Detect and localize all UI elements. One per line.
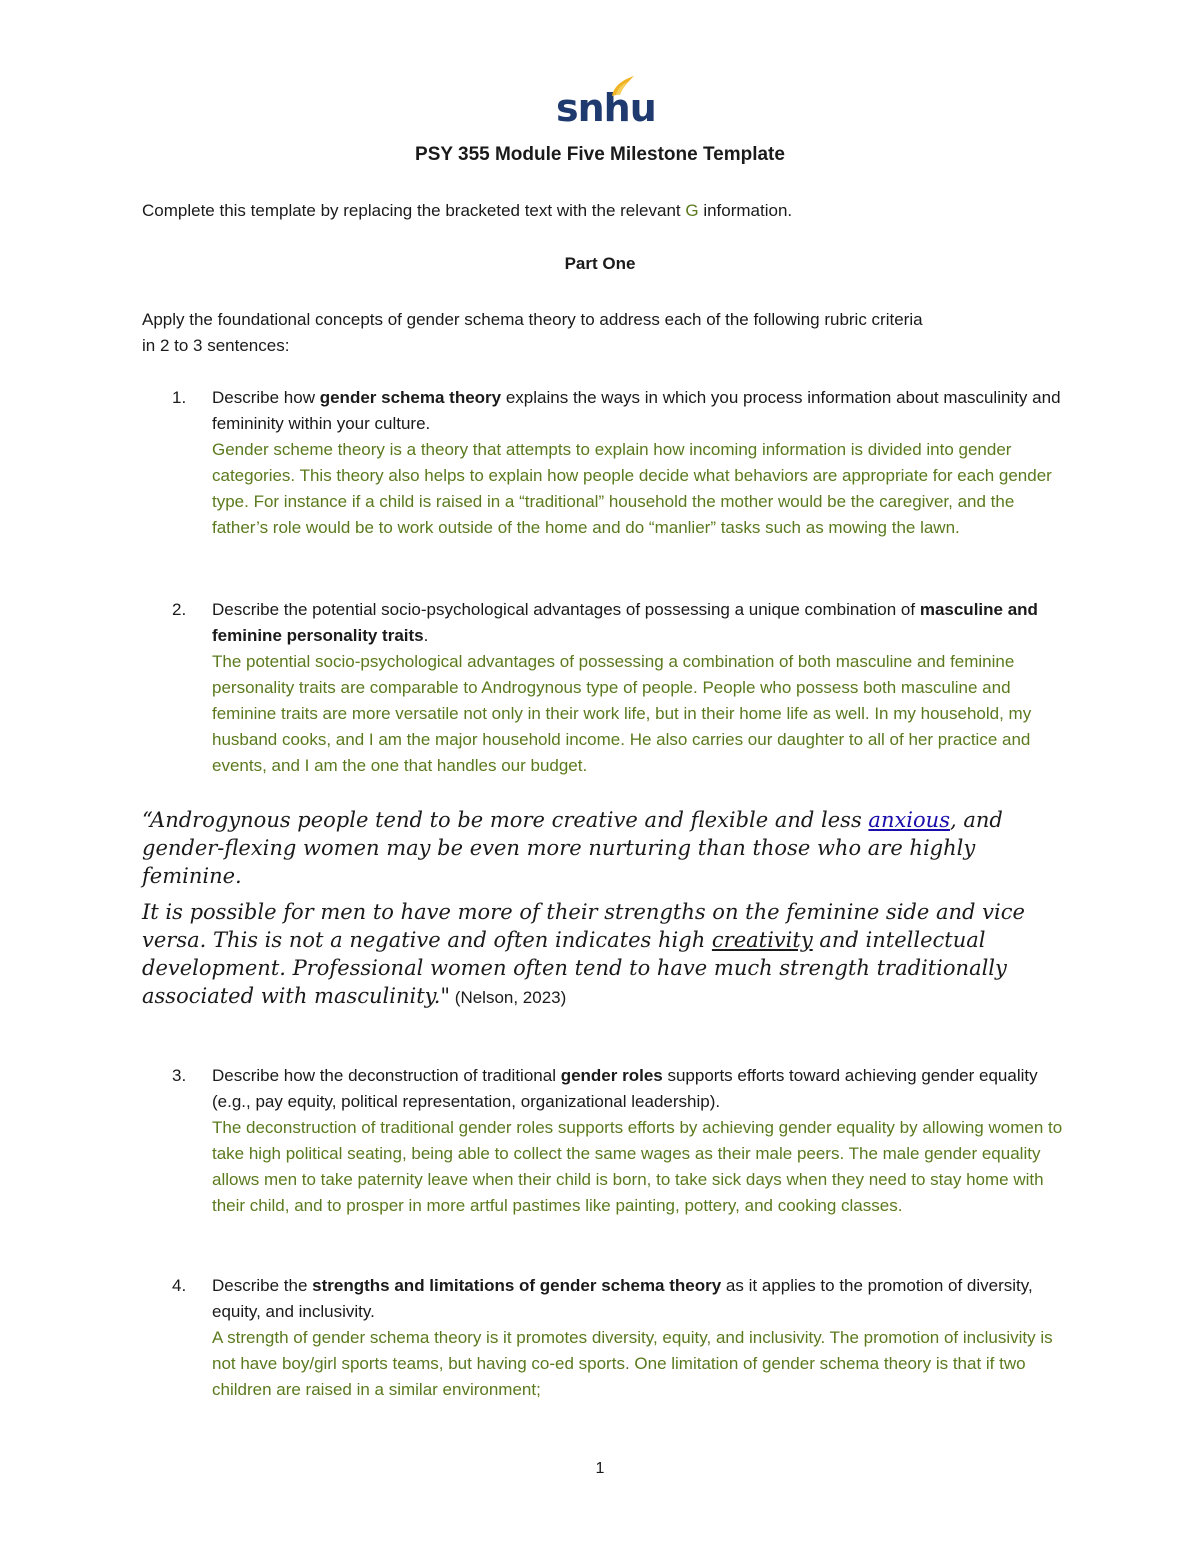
list-item-2	[172, 597, 1072, 779]
item-answer: The deconstruction of traditional gender roles supports efforts by achieving gender equality by allowing women to take high political seating, being able to collect the same wages as their male peers. The male gender equality allows men to take paternity leave when their child is born, to take sick days when they need to stay home with their child, and to prosper in more artful pastimes like painting, pottery, and cooking classes.	[212, 1118, 1063, 1215]
instructions: Complete this template by replacing the bracketed text with the relevant G information.	[142, 201, 793, 220]
list-item-1	[172, 385, 1072, 541]
creativity-link: creativity	[711, 928, 813, 952]
list-item-4	[172, 1273, 1072, 1403]
item-prompt: Describe the potential socio-psychological advantages of possessing a unique combination of masculine and feminine personality traits.	[212, 600, 1038, 645]
item-answer: The potential socio-psychological advantages of possessing a combination of both masculine and feminine personality traits are comparable to Androgynous type of people. People who possess both masculine and feminine traits are more versatile not only in their work life, but in their home life as well. In my household, my husband cooks, and I am the major household income. He also carries our daughter to all of her practice and events, and I am the one that handles our budget.	[212, 652, 1032, 775]
intro-paragraph: Apply the foundational concepts of gender schema theory to address each of the following rubric criteria in 2 to 3 sentences:	[142, 310, 923, 355]
item-number: 4.	[172, 1276, 187, 1295]
document-title: PSY 355 Module Five Milestone Template	[415, 144, 785, 165]
item-prompt: Describe the strengths and limitations of gender schema theory as it applies to the promotion of diversity, equity, and inclusivity.	[212, 1276, 1033, 1321]
flame-icon	[610, 74, 636, 98]
item-prompt: Describe how the deconstruction of traditional gender roles supports efforts toward achieving gender equality (e.g., pay equity, political representation, organizational leadership).	[212, 1066, 1038, 1111]
item-answer: A strength of gender schema theory is it promotes diversity, equity, and inclusivity. The promotion of inclusivity is not have boy/girl sports teams, but having co-ed sports. One limitation of gender schema theory is that if two children are raised in a similar environment;	[212, 1328, 1053, 1399]
citation: (Nelson, 2023)	[450, 988, 567, 1007]
logo-text: snhu	[556, 86, 656, 130]
snhu-logo	[556, 74, 656, 132]
page-number: 1	[595, 1460, 605, 1477]
item-number: 3.	[172, 1066, 187, 1085]
item-number: 1.	[172, 388, 187, 407]
item-answer: Gender scheme theory is a theory that attempts to explain how incoming information is divided into gender categories. This theory also helps to explain how people decide what behaviors are appropriate for each gender type. For instance if a child is raised in a “traditional” household the mother would be the caregiver, and the father’s role would be to work outside of the home and do “manlier” tasks such as mowing the lawn.	[212, 440, 1052, 537]
item-number: 2.	[172, 600, 187, 619]
quote-block-1: “Androgynous people tend to be more creative and flexible and less anxious, and gender-flexing women may be even more nurturing than those who are highly feminine.	[142, 808, 1003, 888]
anxious-link[interactable]: anxious	[868, 808, 950, 832]
list-item-3	[172, 1063, 1072, 1219]
section-heading: Part One	[564, 254, 636, 273]
template-marker: G	[685, 201, 699, 220]
item-prompt: Describe how gender schema theory explains the ways in which you process information about masculinity and femininity within your culture.	[212, 388, 1061, 433]
quote-block-2: It is possible for men to have more of their strengths on the feminine side and vice versa. This is not a negative and often indicates high creativity and intellectual development. Professional women often tend to have much strength traditionally associated with masculinity." (Nelson, 2023)	[142, 900, 1025, 1008]
